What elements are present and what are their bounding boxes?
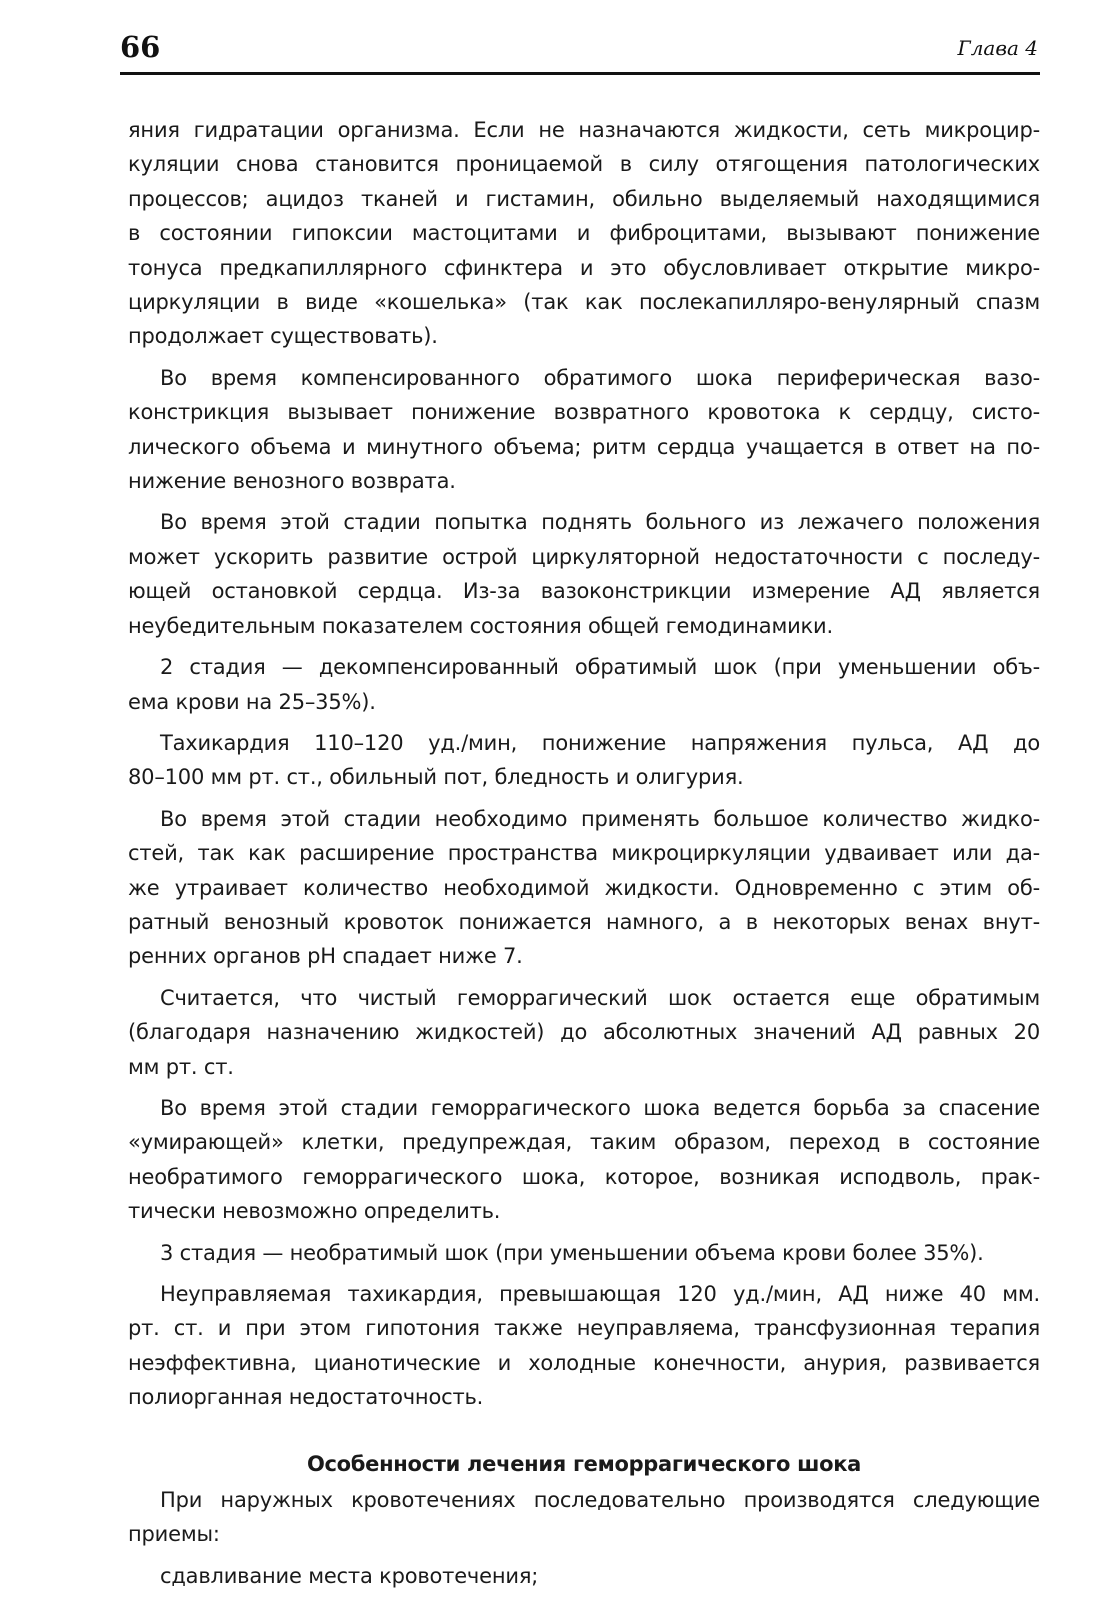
page-body <box>128 113 1040 1593</box>
page-number: 66 <box>120 30 161 64</box>
chapter-title: Глава 4 <box>957 36 1038 60</box>
text-line: приемы: <box>128 1522 220 1547</box>
text-line: неэффективна, цианотические и холодные конечности, анурия, развивается <box>128 1350 1040 1375</box>
text-line: мм рт. ст. <box>128 1054 234 1079</box>
text-line: 2 стадия — декомпенсированный обратимый шок (при уменьшении объ- <box>160 655 1040 680</box>
text-line: тонуса предкапиллярного сфинктера и это обусловливает открытие микро- <box>128 255 1040 280</box>
section-heading: Особенности лечения геморрагического шока <box>306 1451 862 1476</box>
text-line: «умирающей» клетки, предупреждая, таким образом, переход в состояние <box>128 1130 1040 1155</box>
text-line: 80–100 мм рт. ст., обильный пот, бледность и олигурия. <box>128 765 744 790</box>
text-line: Тахикардия 110–120 уд./мин, понижение напряжения пульса, АД до <box>160 730 1040 755</box>
text-line: тически невозможно определить. <box>128 1199 501 1224</box>
text-line: Во время этой стадии попытка поднять больного из лежачего положения <box>160 510 1040 535</box>
text-line: же утраивает количество необходимой жидкости. Одновременно с этим об- <box>128 875 1040 900</box>
text-line: ренних органов pH спадает ниже 7. <box>128 944 523 969</box>
paragraphs-bottom <box>128 1483 1040 1593</box>
text-line: нижение венозного возврата. <box>128 469 456 494</box>
text-line: констрикция вызывает понижение возвратного кровотока к сердцу, систо- <box>128 400 1040 425</box>
text-line: 3 стадия — необратимый шок (при уменьшении объема крови более 35%). <box>160 1240 984 1265</box>
text-line: процессов; ацидоз тканей и гистамин, обильно выделяемый находящимися <box>128 186 1040 211</box>
page-header <box>120 28 1040 75</box>
text-line: яния гидратации организма. Если не назначаются жидкости, сеть микроцир- <box>128 118 1040 142</box>
text-line: (благодаря назначению жидкостей) до абсолютных значений АД равных 20 <box>128 1020 1040 1045</box>
text-line: При наружных кровотечениях последовательно производятся следующие <box>160 1488 1040 1513</box>
text-line: Во время компенсированного обратимого шока периферическая вазо- <box>160 365 1040 390</box>
text-line: Во время этой стадии необходимо применять большое количество жидко- <box>160 806 1040 831</box>
text-line: ратный венозный кровоток понижается намного, а в некоторых венах внут- <box>128 909 1040 934</box>
text-line: неубедительным показателем состояния общей гемодинамики. <box>128 613 833 638</box>
text-line: Во время этой стадии геморрагического шока ведется борьба за спасение <box>160 1095 1040 1120</box>
text-line: в состоянии гипоксии мастоцитами и фиброцитами, вызывают понижение <box>128 221 1040 246</box>
text-line: продолжает существовать). <box>128 324 438 349</box>
text-line: ема крови на 25–35%). <box>128 689 376 714</box>
text-line: циркуляции в виде «кошелька» (так как послекапилляро-венулярный спазм <box>128 290 1040 315</box>
paragraphs-top <box>128 113 1040 1415</box>
text-line: Неуправляемая тахикардия, превышающая 120 уд./мин, АД ниже 40 мм. <box>160 1282 1040 1306</box>
text-line: лического объема и минутного объема; ритм сердца учащается в ответ на по- <box>128 434 1040 459</box>
text-line: стей, так как расширение пространства микроциркуляции удваивает или да- <box>128 841 1040 866</box>
text-line: необратимого геморрагического шока, которое, возникая исподволь, прак- <box>128 1164 1040 1189</box>
text-line: куляции снова становится проницаемой в силу отягощения патологических <box>128 152 1040 177</box>
text-line: может ускорить развитие острой циркуляторной недостаточности с последу- <box>128 544 1040 569</box>
text-line: ющей остановкой сердца. Из-за вазоконстрикции измерение АД является <box>128 579 1040 604</box>
text-line: сдавливание места кровотечения; <box>160 1563 539 1588</box>
text-line: рт. ст. и при этом гипотония также неуправляема, трансфузионная терапия <box>128 1316 1040 1341</box>
text-line: полиорганная недостаточность. <box>128 1385 484 1410</box>
text-line: Считается, что чистый геморрагический шок остается еще обратимым <box>160 985 1040 1010</box>
